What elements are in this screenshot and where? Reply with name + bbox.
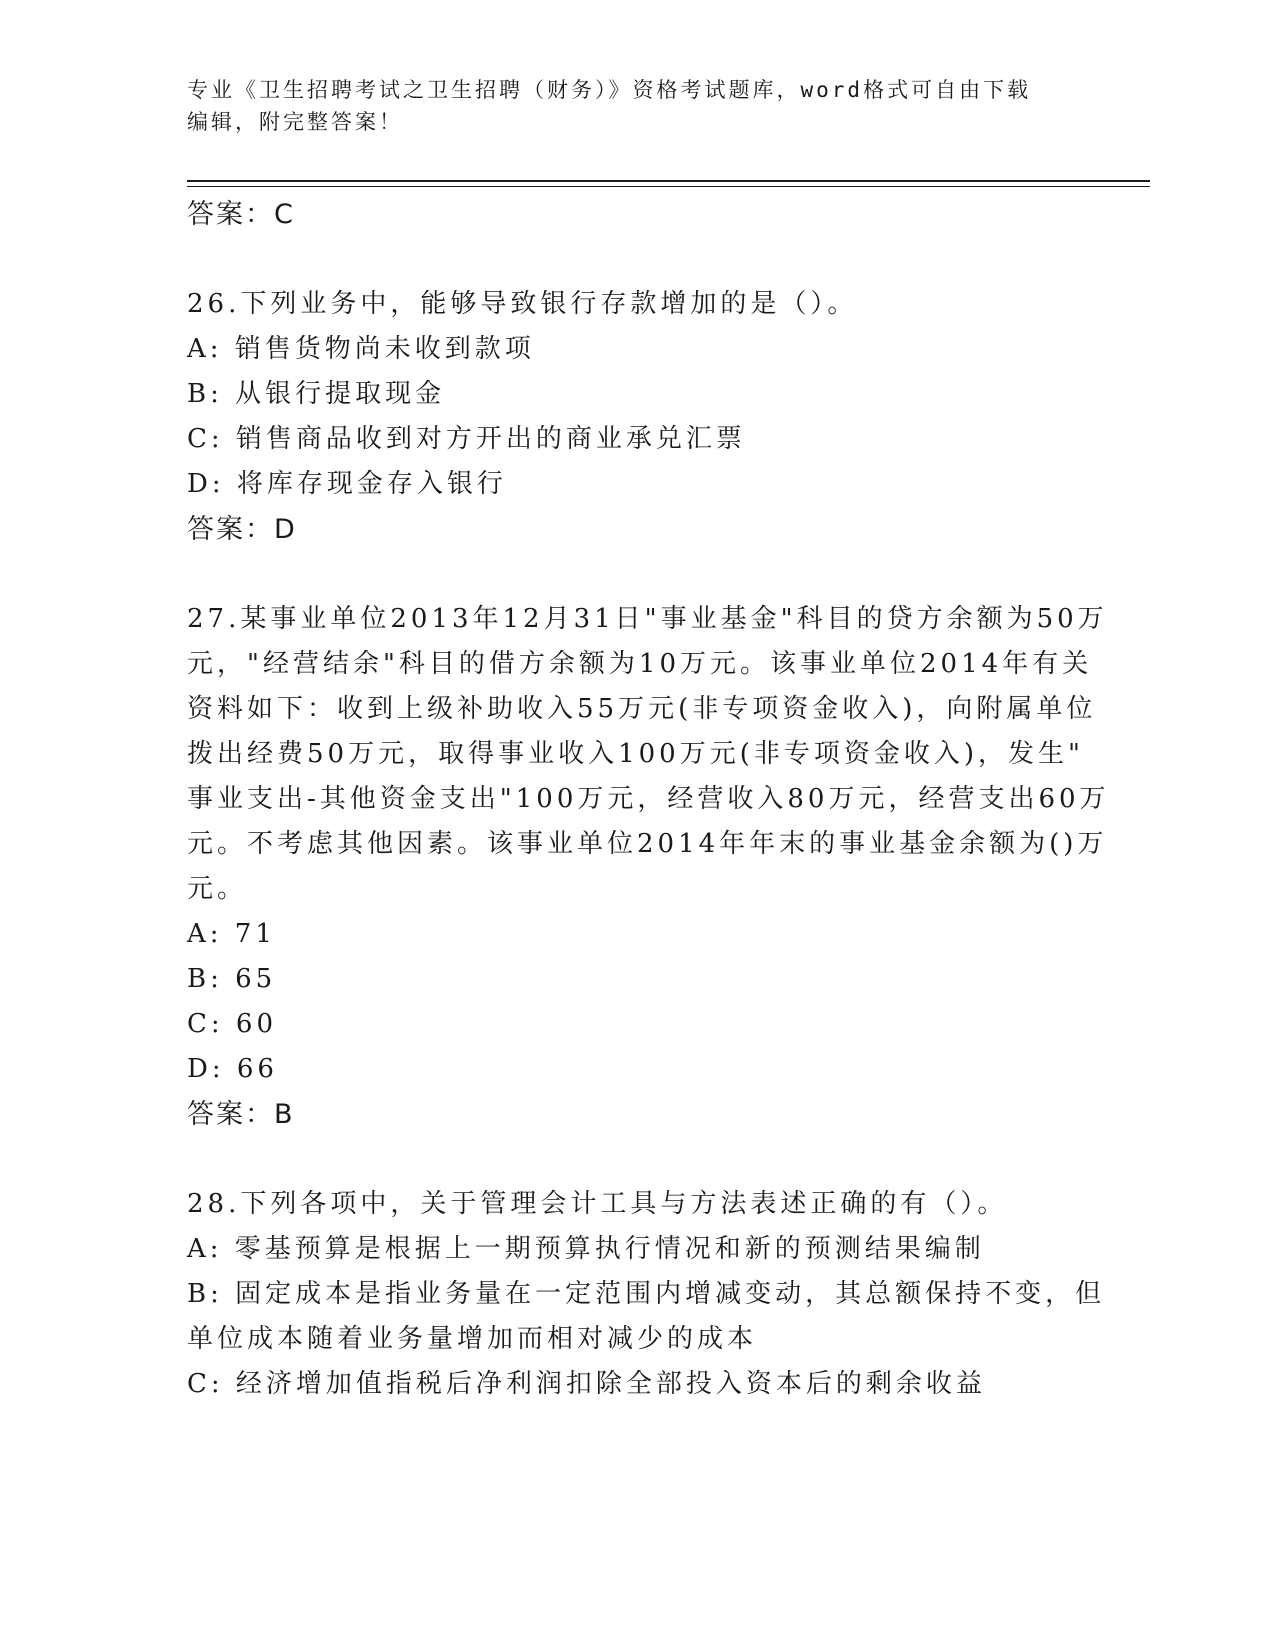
answer-line: 答案：B	[187, 1099, 295, 1130]
header-divider-thick	[187, 180, 1150, 182]
option-b: B: 固定成本是指业务量在一定范围内增减变动，其总额保持不变，但	[187, 1279, 1106, 1309]
question-text: 资料如下：收到上级补助收入55万元(非专项资金收入)，向附属单位	[187, 694, 1097, 724]
question-text: 元。	[187, 874, 248, 904]
question-list	[187, 192, 1110, 1407]
document-header	[187, 74, 1067, 138]
question-text: 元。不考虑其他因素。该事业单位2014年年末的事业基金余额为()万	[187, 829, 1108, 859]
question-block	[187, 1182, 1106, 1407]
option-c: C: 经济增加值指税后净利润扣除全部投入资本后的剩余收益	[187, 1369, 986, 1399]
option-d: D: 66	[187, 1054, 278, 1084]
option-d: D: 将库存现金存入银行	[187, 469, 507, 499]
answer-line: 答案：C	[187, 199, 295, 230]
option-b-continued: 单位成本随着业务量增加而相对减少的成本	[187, 1324, 758, 1354]
header-line-2: 编辑，附完整答案！	[187, 110, 403, 134]
header-line-1: 专业《卫生招聘考试之卫生招聘（财务）》资格考试题库，word格式可自由下载	[187, 78, 1032, 102]
question-block	[187, 282, 1087, 552]
question-text: 27.某事业单位2013年12月31日"事业基金"科目的贷方余额为50万	[187, 604, 1108, 634]
question-text: 拨出经费50万元，取得事业收入100万元(非专项资金收入)，发生"	[187, 739, 1084, 769]
question-text: 28.下列各项中，关于管理会计工具与方法表述正确的有（）。	[187, 1189, 1008, 1219]
option-a: A: 零基预算是根据上一期预算执行情况和新的预测结果编制	[187, 1234, 985, 1264]
spacer	[187, 237, 1087, 282]
option-a: A: 销售货物尚未收到款项	[187, 334, 535, 364]
option-c: C: 销售商品收到对方开出的商业承兑汇票	[187, 424, 746, 454]
question-block	[187, 597, 1110, 1137]
option-b: B: 65	[187, 964, 277, 994]
spacer	[187, 1137, 1087, 1182]
question-text: 元，"经营结余"科目的借方余额为10万元。该事业单位2014年有关	[187, 649, 1093, 679]
option-c: C: 60	[187, 1009, 278, 1039]
option-a: A: 71	[187, 919, 276, 949]
answer-line: 答案：D	[187, 514, 297, 545]
option-b: B: 从银行提取现金	[187, 379, 446, 409]
spacer	[187, 552, 1087, 597]
question-text: 事业支出-其他资金支出"100万元，经营收入80万元，经营支出60万	[187, 784, 1110, 814]
question-text: 26.下列业务中，能够导致银行存款增加的是（）。	[187, 289, 858, 319]
header-divider-thin	[187, 186, 1150, 187]
